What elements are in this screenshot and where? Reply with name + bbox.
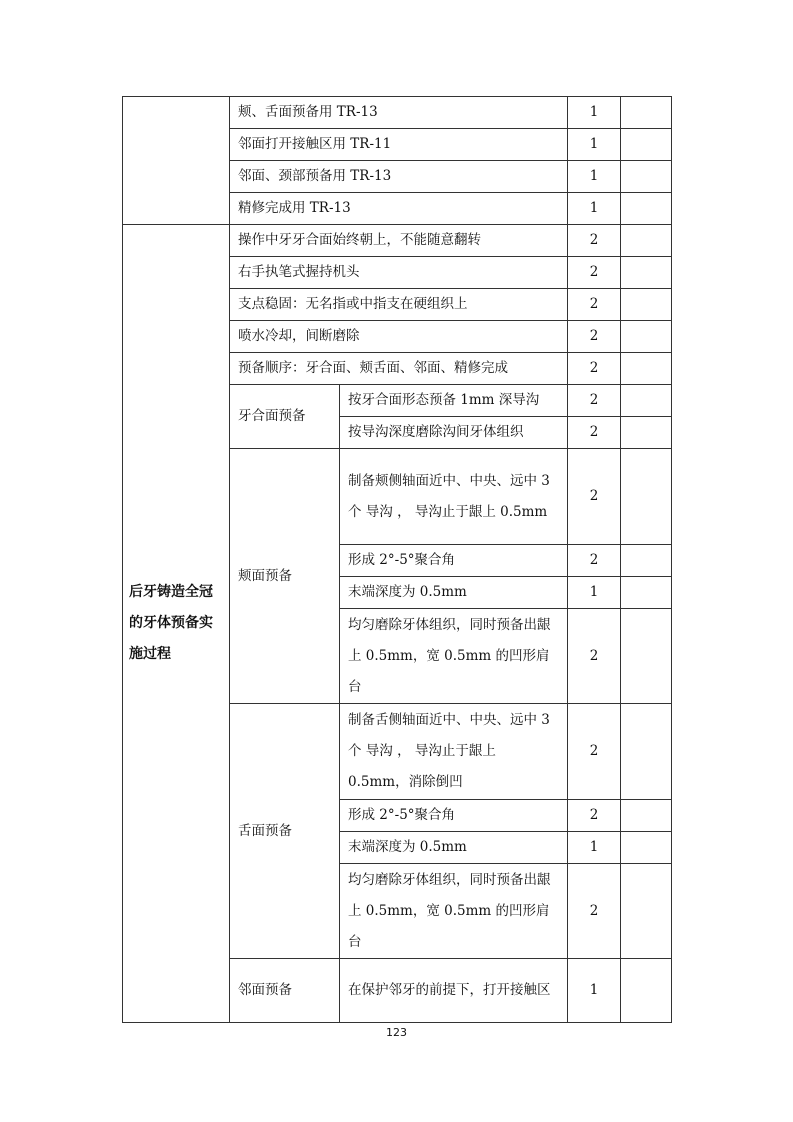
table-row xyxy=(123,225,672,257)
item-text: 颊、舌面预备用 TR-13 xyxy=(230,97,568,129)
result-cell[interactable] xyxy=(621,321,672,353)
score-cell: 2 xyxy=(568,417,621,449)
item-text: 均匀磨除牙体组织，同时预备出龈上 0.5mm，宽 0.5mm 的凹形肩台 xyxy=(340,609,568,704)
score-cell: 2 xyxy=(568,289,621,321)
item-text: 操作中牙牙合面始终朝上，不能随意翻转 xyxy=(230,225,568,257)
subgroup-label: 牙合面预备 xyxy=(230,385,340,449)
page-number: 123 xyxy=(386,1026,407,1039)
item-text: 预备顺序：牙合面、颊舌面、邻面、精修完成 xyxy=(230,353,568,385)
section-title: 后牙铸造全冠的牙体预备实施过程 xyxy=(123,225,230,1023)
result-cell[interactable] xyxy=(621,832,672,864)
result-cell[interactable] xyxy=(621,257,672,289)
result-cell[interactable] xyxy=(621,225,672,257)
score-cell: 2 xyxy=(568,609,621,704)
result-cell[interactable] xyxy=(621,864,672,959)
result-cell[interactable] xyxy=(621,129,672,161)
item-text: 制备舌侧轴面近中、中央、远中 3 个 导沟 ， 导沟止于龈上 0.5mm，消除倒凹 xyxy=(340,704,568,800)
item-text: 邻面打开接触区用 TR-11 xyxy=(230,129,568,161)
score-cell: 2 xyxy=(568,545,621,577)
score-cell: 1 xyxy=(568,577,621,609)
result-cell[interactable] xyxy=(621,577,672,609)
item-text: 末端深度为 0.5mm xyxy=(340,577,568,609)
item-text: 制备颊侧轴面近中、中央、远中 3 个 导沟 ， 导沟止于龈上 0.5mm xyxy=(340,449,568,545)
item-text: 邻面、颈部预备用 TR-13 xyxy=(230,161,568,193)
score-cell: 1 xyxy=(568,129,621,161)
result-cell[interactable] xyxy=(621,289,672,321)
item-text: 形成 2°-5°聚合角 xyxy=(340,545,568,577)
result-cell[interactable] xyxy=(621,417,672,449)
score-cell: 1 xyxy=(568,193,621,225)
result-cell[interactable] xyxy=(621,800,672,832)
score-cell: 2 xyxy=(568,864,621,959)
procedure-table xyxy=(122,96,672,1023)
item-text: 在保护邻牙的前提下，打开接触区 xyxy=(340,959,568,1023)
score-cell: 1 xyxy=(568,97,621,129)
score-cell: 2 xyxy=(568,704,621,800)
score-cell: 2 xyxy=(568,353,621,385)
subgroup-label: 邻面预备 xyxy=(230,959,340,1023)
score-cell: 1 xyxy=(568,959,621,1023)
empty-section-cell xyxy=(123,97,230,225)
score-cell: 1 xyxy=(568,161,621,193)
result-cell[interactable] xyxy=(621,353,672,385)
score-cell: 2 xyxy=(568,257,621,289)
result-cell[interactable] xyxy=(621,959,672,1023)
item-text: 按牙合面形态预备 1mm 深导沟 xyxy=(340,385,568,417)
result-cell[interactable] xyxy=(621,193,672,225)
result-cell[interactable] xyxy=(621,609,672,704)
result-cell[interactable] xyxy=(621,449,672,545)
item-text: 精修完成用 TR-13 xyxy=(230,193,568,225)
item-text: 形成 2°-5°聚合角 xyxy=(340,800,568,832)
score-cell: 2 xyxy=(568,800,621,832)
result-cell[interactable] xyxy=(621,545,672,577)
table-row xyxy=(123,97,672,129)
result-cell[interactable] xyxy=(621,385,672,417)
item-text: 右手执笔式握持机头 xyxy=(230,257,568,289)
result-cell[interactable] xyxy=(621,161,672,193)
item-text: 末端深度为 0.5mm xyxy=(340,832,568,864)
subgroup-label: 颊面预备 xyxy=(230,449,340,704)
score-cell: 1 xyxy=(568,832,621,864)
item-text: 支点稳固：无名指或中指支在硬组织上 xyxy=(230,289,568,321)
subgroup-label: 舌面预备 xyxy=(230,704,340,959)
score-cell: 2 xyxy=(568,449,621,545)
result-cell[interactable] xyxy=(621,97,672,129)
item-text: 喷水冷却，间断磨除 xyxy=(230,321,568,353)
result-cell[interactable] xyxy=(621,704,672,800)
score-cell: 2 xyxy=(568,225,621,257)
item-text: 按导沟深度磨除沟间牙体组织 xyxy=(340,417,568,449)
score-cell: 2 xyxy=(568,321,621,353)
score-cell: 2 xyxy=(568,385,621,417)
item-text: 均匀磨除牙体组织，同时预备出龈上 0.5mm，宽 0.5mm 的凹形肩台 xyxy=(340,864,568,959)
